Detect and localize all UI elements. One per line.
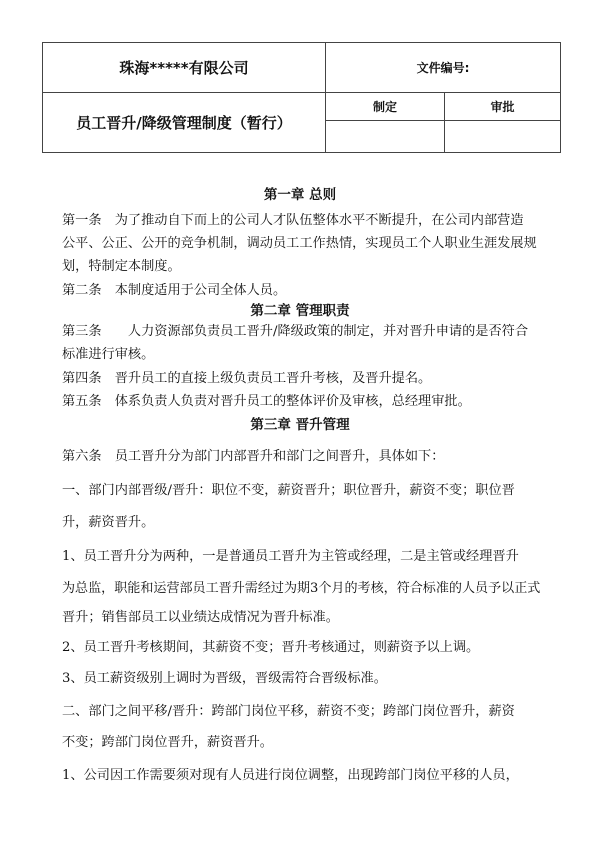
article-line: 1、员工晋升分为两种，一是普通员工晋升为主管或经理，二是主管或经理晋升	[62, 549, 519, 564]
article-line: 第五条 体系负责人负责对晋升员工的整体评价及审核，总经理审批。	[62, 394, 471, 409]
chapter-heading: 第二章 管理职责	[250, 303, 350, 319]
chapter-heading: 第一章 总则	[263, 187, 337, 203]
article-line: 第二条 本制度适用于公司全体人员。	[62, 283, 287, 298]
article-line: 晋升；销售部员工以业绩达成情况为晋升标准。	[62, 610, 339, 625]
article-line: 第一条 为了推动自下而上的公司人才队伍整体水平不断提升，在公司内部营造	[62, 213, 524, 228]
article-line: 1、公司因工作需要须对现有人员进行岗位调整，出现跨部门岗位平移的人员，	[62, 768, 519, 783]
prepared-label: 制定	[326, 93, 445, 121]
file-number-label: 文件编号:	[326, 43, 561, 93]
article-line: 第六条 员工晋升分为部门内部晋升和部门之间晋升，具体如下：	[62, 449, 445, 464]
article-line: 第三条 人力资源部负责员工晋升/降级政策的制定，并对晋升申请的是否符合	[62, 324, 529, 339]
article-line: 升，薪资晋升。	[62, 515, 155, 530]
chapter-heading: 第三章 晋升管理	[250, 417, 350, 433]
company-name: 珠海*****有限公司	[43, 43, 326, 93]
approved-label: 审批	[445, 93, 561, 121]
article-line: 2、员工晋升考核期间，其薪资不变；晋升考核通过，则薪资予以上调。	[62, 640, 480, 655]
article-line: 划，特制定本制度。	[62, 259, 181, 274]
article-line: 公平、公正、公开的竞争机制，调动员工工作热情，实现员工个人职业生涯发展规	[62, 236, 537, 251]
article-line: 一、部门内部晋级/晋升：职位不变，薪资晋升；职位晋升，薪资不变；职位晋	[62, 483, 515, 498]
article-line: 为总监，职能和运营部员工晋升需经过为期3个月的考核，符合标准的人员予以正式	[62, 581, 541, 596]
article-line: 不变；跨部门岗位晋升，薪资晋升。	[62, 735, 273, 750]
article-line: 二、部门之间平移/晋升：跨部门岗位平移，薪资不变；跨部门岗位晋升，薪资	[62, 704, 515, 719]
article-line: 第四条 晋升员工的直接上级负责员工晋升考核，及晋升提名。	[62, 371, 432, 386]
article-line: 3、员工薪资级别上调时为晋级，晋级需符合晋级标准。	[62, 671, 387, 686]
article-line: 标准进行审核。	[62, 347, 155, 362]
document-title: 员工晋升/降级管理制度（暂行）	[43, 93, 326, 153]
